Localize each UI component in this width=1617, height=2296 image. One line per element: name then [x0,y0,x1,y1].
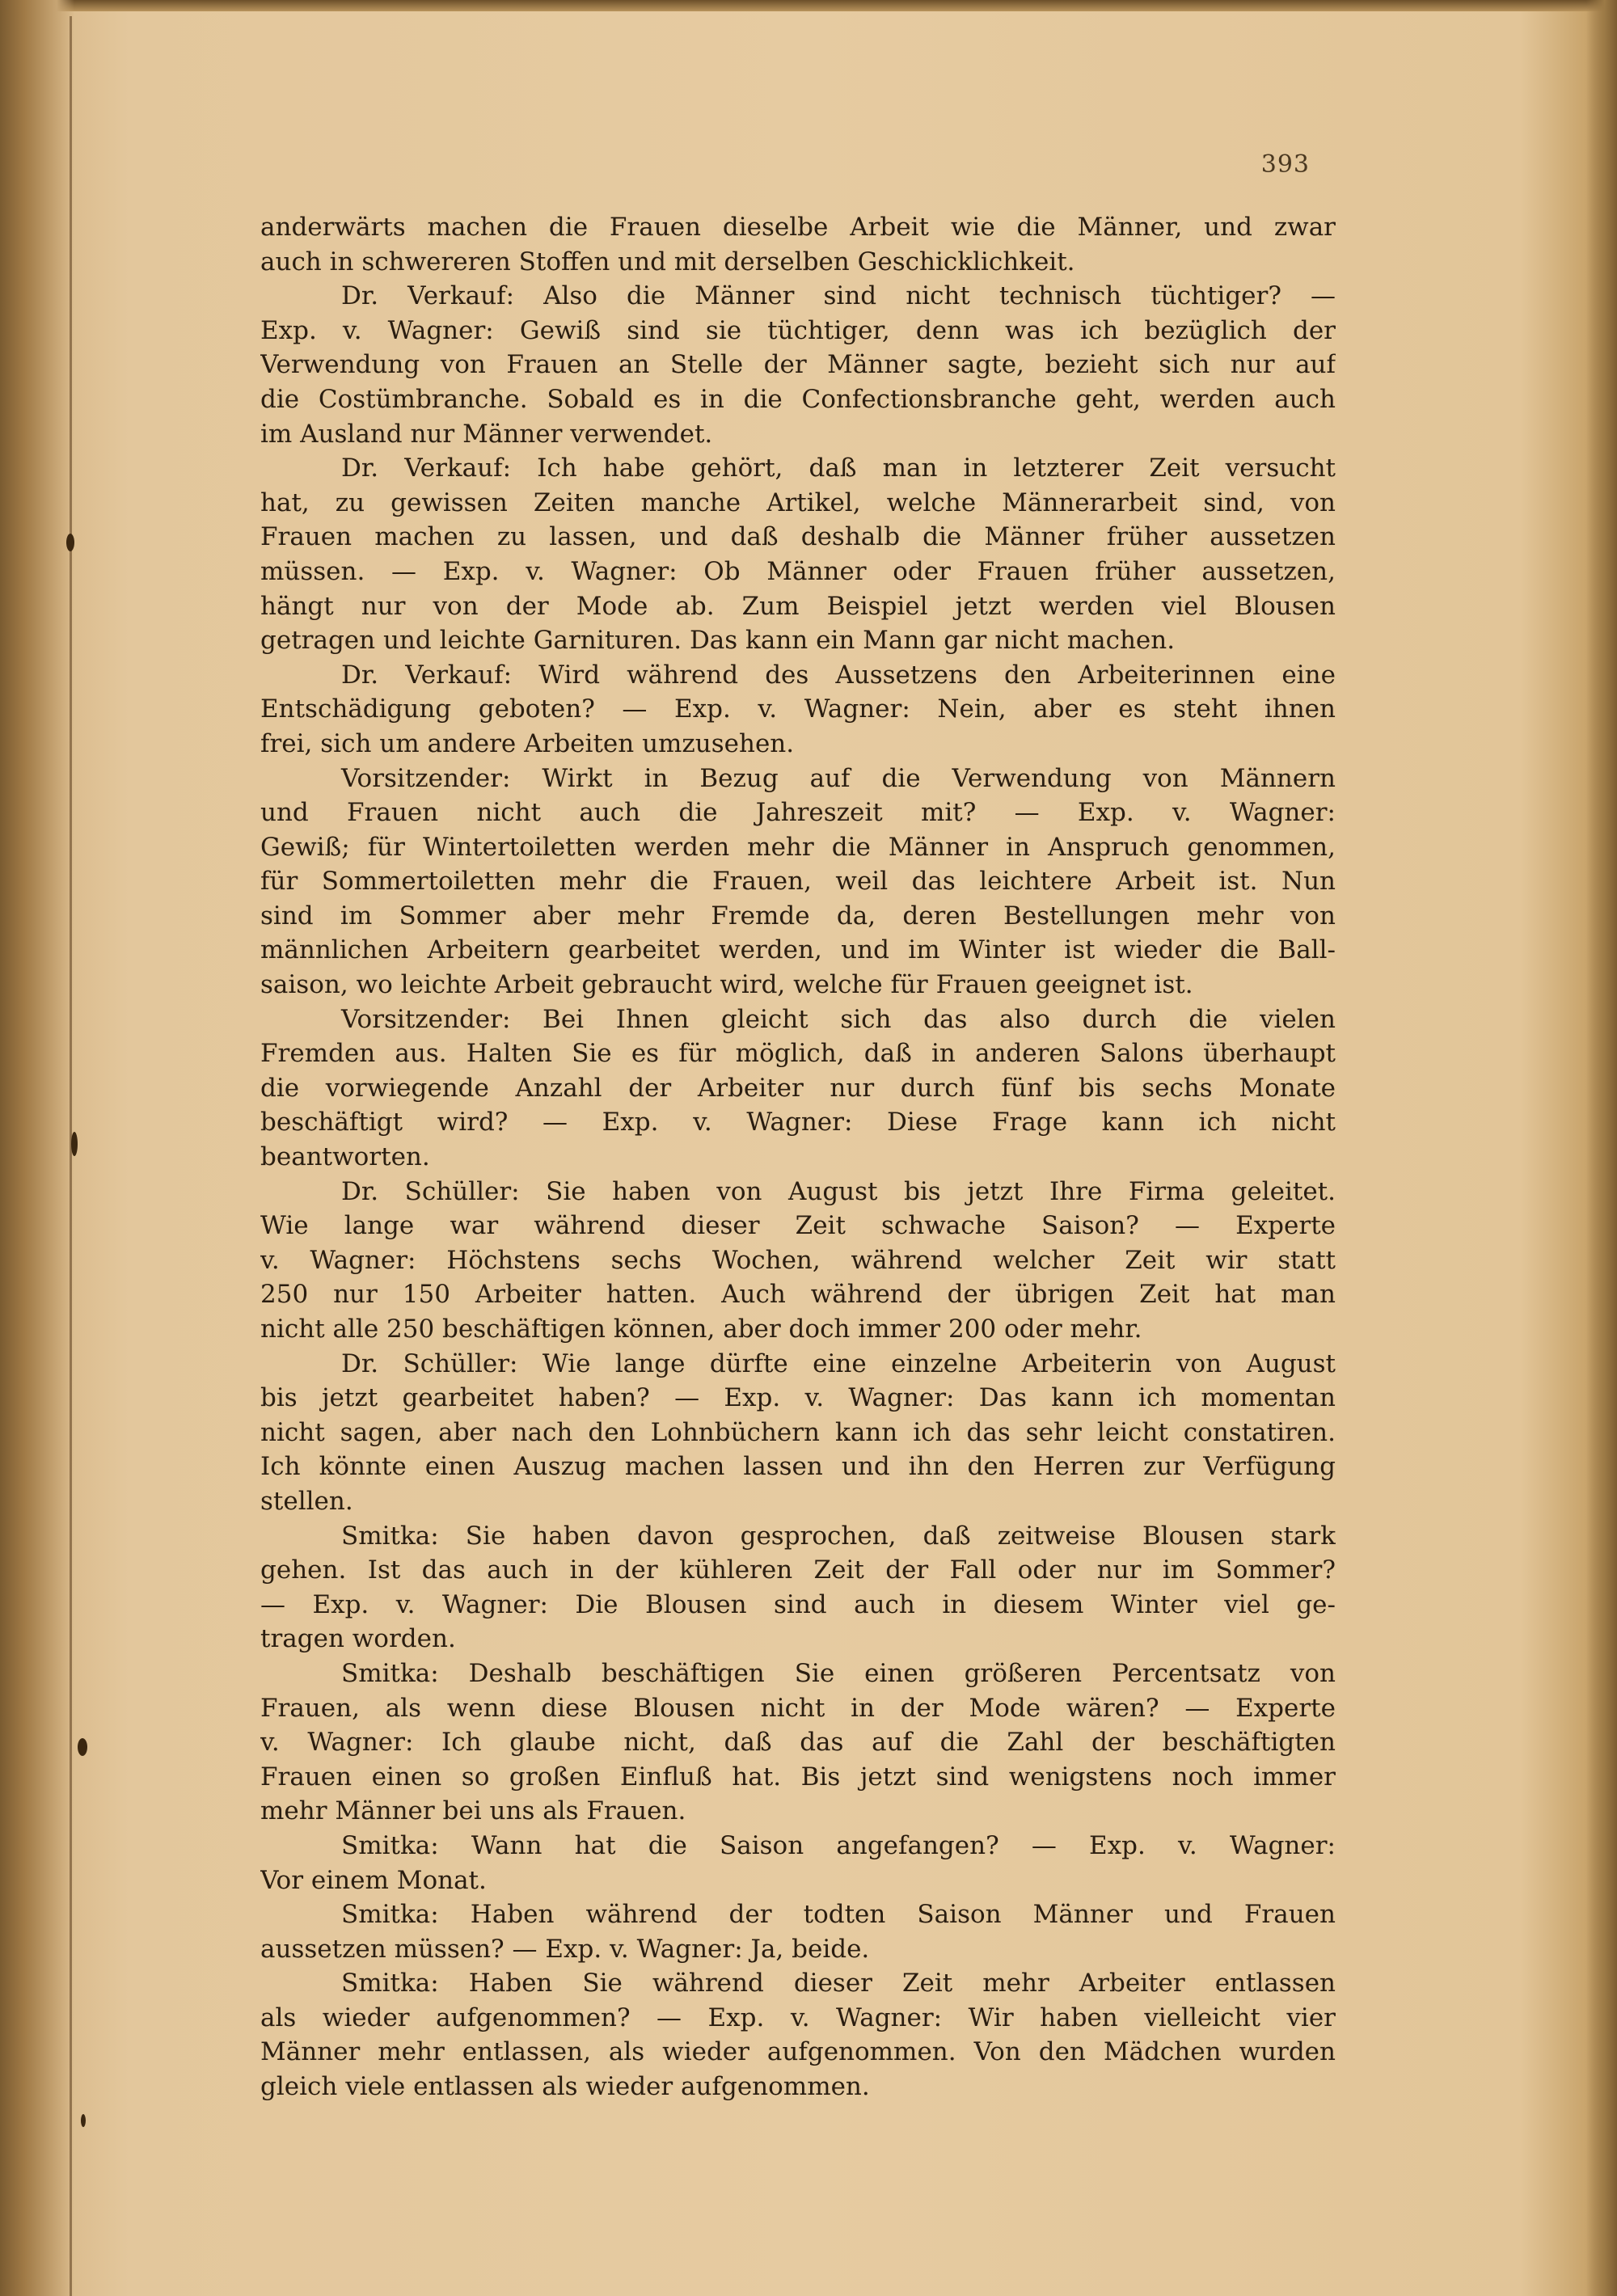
text-line: stellen. [260,1486,353,1516]
text-line: bis jetzt gearbeitet haben? — Exp. v. Wagner: Das kann ich momentan [260,1383,1336,1413]
text-line: v. Wagner: Ich glaube nicht, daß das auf die Zahl der beschäftigten [260,1728,1336,1758]
text-line: Dr. Schüller: Sie haben von August bis jetzt Ihre Firma geleitet. [341,1176,1336,1206]
ink-blot [81,2114,86,2127]
text-line: Ich könnte einen Auszug machen lassen und ihn den Herren zur Verfügung [260,1452,1336,1482]
text-line: Dr. Verkauf: Also die Männer sind nicht technisch tüchtiger? — [341,281,1336,311]
text-line: Vorsitzender: Bei Ihnen gleicht sich das also durch die vielen [341,1004,1336,1034]
text-line: — Exp. v. Wagner: Die Blousen sind auch in diesem Winter viel ge- [260,1589,1336,1619]
ink-blot [78,1738,87,1756]
text-line: Frauen machen zu lassen, und daß deshalb die Männer früher aussetzen [260,522,1336,552]
text-line: Verwendung von Frauen an Stelle der Männer sagte, bezieht sich nur auf [260,350,1336,380]
page-top-edge [0,0,1617,11]
text-line: gehen. Ist das auch in der kühleren Zeit der Fall oder nur im Sommer? [260,1555,1336,1585]
text-line: frei, sich um andere Arbeiten umzusehen. [260,728,795,758]
text-line: Entschädigung geboten? — Exp. v. Wagner: Nein, aber es steht ihnen [260,694,1336,724]
text-line: Smitka: Haben während der todten Saison Männer und Frauen [341,1900,1336,1930]
text-line: anderwärts machen die Frauen dieselbe Arbeit wie die Männer, und zwar [260,213,1336,242]
text-line: mehr Männer bei uns als Frauen. [260,1796,686,1826]
text-line: Vorsitzender: Wirkt in Bezug auf die Verwendung von Männern [341,763,1336,793]
text-line: als wieder aufgenommen? — Exp. v. Wagner: Wir haben vielleicht vier [260,2003,1336,2032]
text-line: 250 nur 150 Arbeiter hatten. Auch während der übrigen Zeit hat man [260,1280,1336,1310]
ink-blot [71,1132,78,1156]
text-line: v. Wagner: Höchstens sechs Wochen, während welcher Zeit wir statt [260,1245,1336,1275]
gutter-fold-line [70,16,72,2296]
text-line: Smitka: Deshalb beschäftigen Sie einen größeren Percentsatz von [341,1658,1336,1688]
text-line: gleich viele entlassen als wieder aufgenommen. [260,2072,870,2102]
text-line: Smitka: Wann hat die Saison angefangen? — Exp. v. Wagner: [341,1830,1336,1860]
text-line: Smitka: Sie haben davon gesprochen, daß zeitweise Blousen stark [341,1521,1336,1551]
text-line: Dr. Verkauf: Ich habe gehört, daß man in letzterer Zeit versucht [341,454,1336,483]
text-line: Fremden aus. Halten Sie es für möglich, daß in anderen Salons überhaupt [260,1039,1336,1069]
text-line: getragen und leichte Garnituren. Das kann ein Mann gar nicht machen. [260,626,1176,656]
page-right-edge [1586,0,1617,2296]
text-line: Dr. Verkauf: Wird während des Aussetzens den Arbeiterinnen eine [341,660,1336,690]
body-text [260,210,1336,2104]
text-line: hat, zu gewissen Zeiten manche Artikel, welche Männerarbeit sind, von [260,487,1336,517]
text-line: die vorwiegende Anzahl der Arbeiter nur durch fünf bis sechs Monate [260,1073,1336,1103]
text-line: beschäftigt wird? — Exp. v. Wagner: Diese Frage kann ich nicht [260,1108,1336,1137]
text-line: auch in schwereren Stoffen und mit derselben Geschicklichkeit. [260,247,1075,276]
text-line: im Ausland nur Männer verwendet. [260,419,713,449]
ink-blot [66,534,74,551]
text-line: müssen. — Exp. v. Wagner: Ob Männer oder Frauen früher aussetzen, [260,556,1336,586]
text-line: nicht sagen, aber nach den Lohnbüchern kann ich das sehr leicht constatiren. [260,1417,1336,1447]
text-line: Wie lange war während dieser Zeit schwache Saison? — Experte [260,1211,1336,1241]
text-line: saison, wo leichte Arbeit gebraucht wird, welche für Frauen geeignet ist. [260,970,1193,1000]
text-line: Dr. Schüller: Wie lange dürfte eine einzelne Arbeiterin von August [341,1348,1336,1378]
text-line: Exp. v. Wagner: Gewiß sind sie tüchtiger, denn was ich bezüglich der [260,315,1336,345]
text-line: Vor einem Monat. [260,1865,487,1895]
book-gutter [0,0,74,2296]
text-line: die Costümbranche. Sobald es in die Confectionsbranche geht, werden auch [260,384,1336,414]
text-line: Gewiß; für Wintertoiletten werden mehr die Männer in Anspruch genommen, [260,832,1336,862]
text-line: nicht alle 250 beschäftigen können, aber doch immer 200 oder mehr. [260,1315,1142,1344]
text-line: sind im Sommer aber mehr Fremde da, deren Bestellungen mehr von [260,901,1336,931]
text-line: für Sommertoiletten mehr die Frauen, weil das leichtere Arbeit ist. Nun [260,867,1336,897]
text-line: Männer mehr entlassen, als wieder aufgenommen. Von den Mädchen wurden [260,2037,1336,2067]
text-line: männlichen Arbeitern gearbeitet werden, und im Winter ist wieder die Ball- [260,935,1336,965]
text-line: tragen worden. [260,1624,456,1654]
text-line: beantworten. [260,1142,430,1172]
text-line: hängt nur von der Mode ab. Zum Beispiel jetzt werden viel Blousen [260,591,1336,621]
text-line: und Frauen nicht auch die Jahreszeit mit? — Exp. v. Wagner: [260,798,1336,828]
page-number: 393 [1260,150,1310,179]
text-line: Frauen einen so großen Einfluß hat. Bis jetzt sind wenigstens noch immer [260,1762,1336,1792]
text-line: Frauen, als wenn diese Blousen nicht in der Mode wären? — Experte [260,1693,1336,1723]
text-line: Smitka: Haben Sie während dieser Zeit mehr Arbeiter entlassen [341,1969,1336,1998]
text-line: aussetzen müssen? — Exp. v. Wagner: Ja, beide. [260,1934,870,1964]
